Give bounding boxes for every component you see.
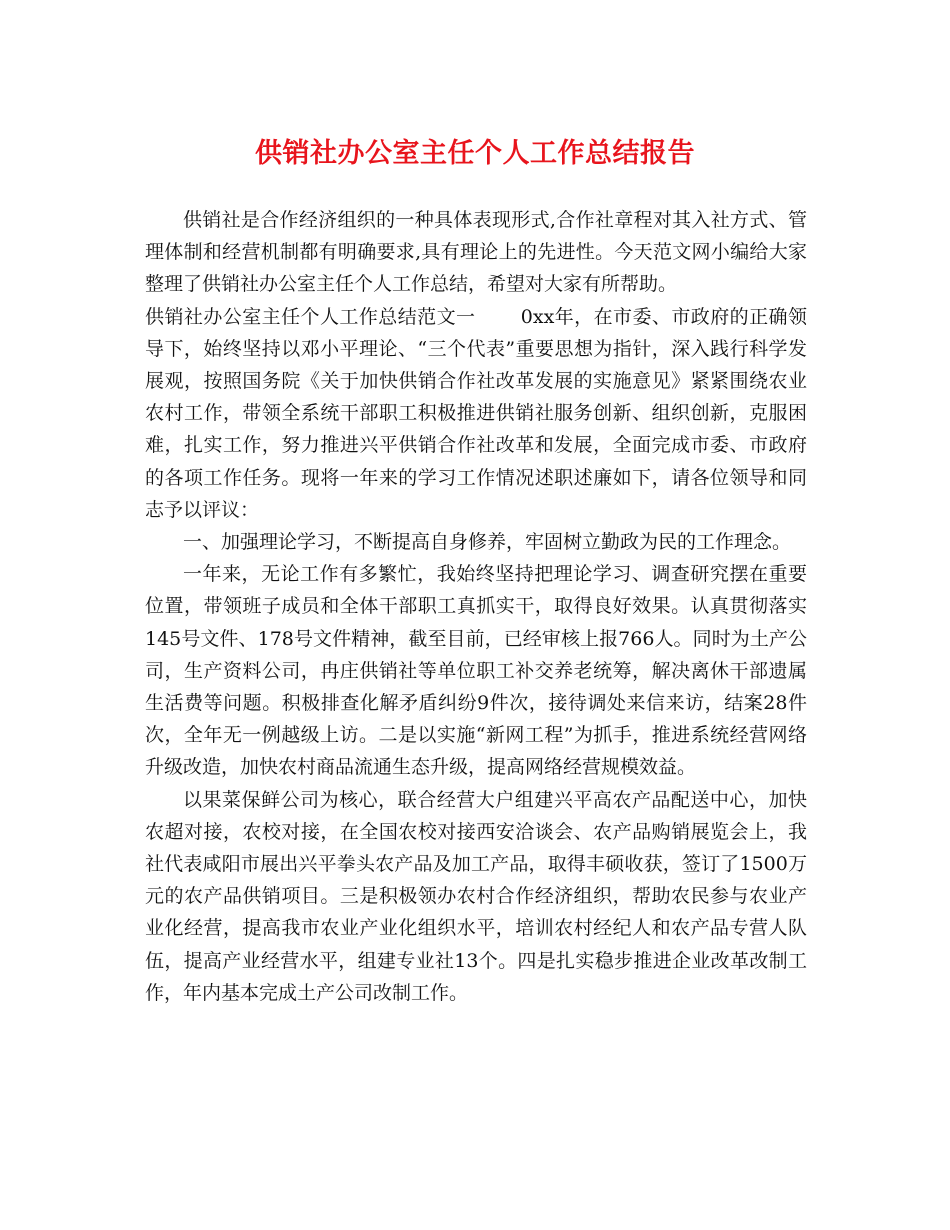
document-body [145, 204, 807, 1009]
sample-one-paragraph: 供销社办公室主任个人工作总结范文一 0xx年，在市委、市政府的正确领导下，始终坚持以邓小平理论、“三个代表”重要思想为指针，深入践行科学发展观，按照国务院《关于加快供销合作社改革发展的实施意见》紧紧围绕农业农村工作，带领全系统干部职工积极推进供销社服务创新、组织创新，克服困难，扎实工作，努力推进兴平供销合作社改革和发展，全面完成市委、市政府的各项工作任务。现将一年来的学习工作情况述职述廉如下，请各位领导和同志予以评议： [145, 305, 807, 521]
body-paragraph: 以果菜保鲜公司为核心，联合经营大户组建兴平高农产品配送中心，加快农超对接，农校对接，在全国农校对接西安洽谈会、农产品购销展览会上，我社代表咸阳市展出兴平拳头农产品及加工产品，取得丰硕收获，签订了1500万元的农产品供销项目。三是积极领办农村合作经济组织，帮助农民参与农业产业化经营，提高我市农业产业化组织水平，培训农村经纪人和农产品专营人队伍，提高产业经营水平，组建专业社13个。四是扎实稳步推进企业改革改制工作，年内基本完成土产公司改制工作。 [145, 788, 807, 1004]
section-heading-one: 一、加强理论学习，不断提高自身修养，牢固树立勤政为民的工作理念。 [183, 531, 792, 554]
body-paragraph: 一年来，无论工作有多繁忙，我始终坚持把理论学习、调查研究摆在重要位置，带领班子成员和全体干部职工真抓实干，取得良好效果。认真贯彻落实145号文件、178号文件精神，截至目前，已经审核上报766人。同时为土产公司，生产资料公司，冉庄供销社等单位职工补交养老统筹，解决离休干部遗属生活费等问题。积极排查化解矛盾纠纷9件次，接待调处来信来访，结案28件次，全年无一例越级上访。二是以实施“新网工程”为抓手，推进系统经营网络升级改造，加快农村商品流通生态升级，提高网络经营规模效益。 [145, 563, 807, 779]
intro-paragraph: 供销社是合作经济组织的一种具体表现形式,合作社章程对其入社方式、管理体制和经营机制都有明确要求,具有理论上的先进性。今天范文网小编给大家整理了供销社办公室主任个人工作总结，希望对大家有所帮助。 [145, 209, 807, 296]
document-title: 供销社办公室主任个人工作总结报告 [255, 138, 695, 169]
